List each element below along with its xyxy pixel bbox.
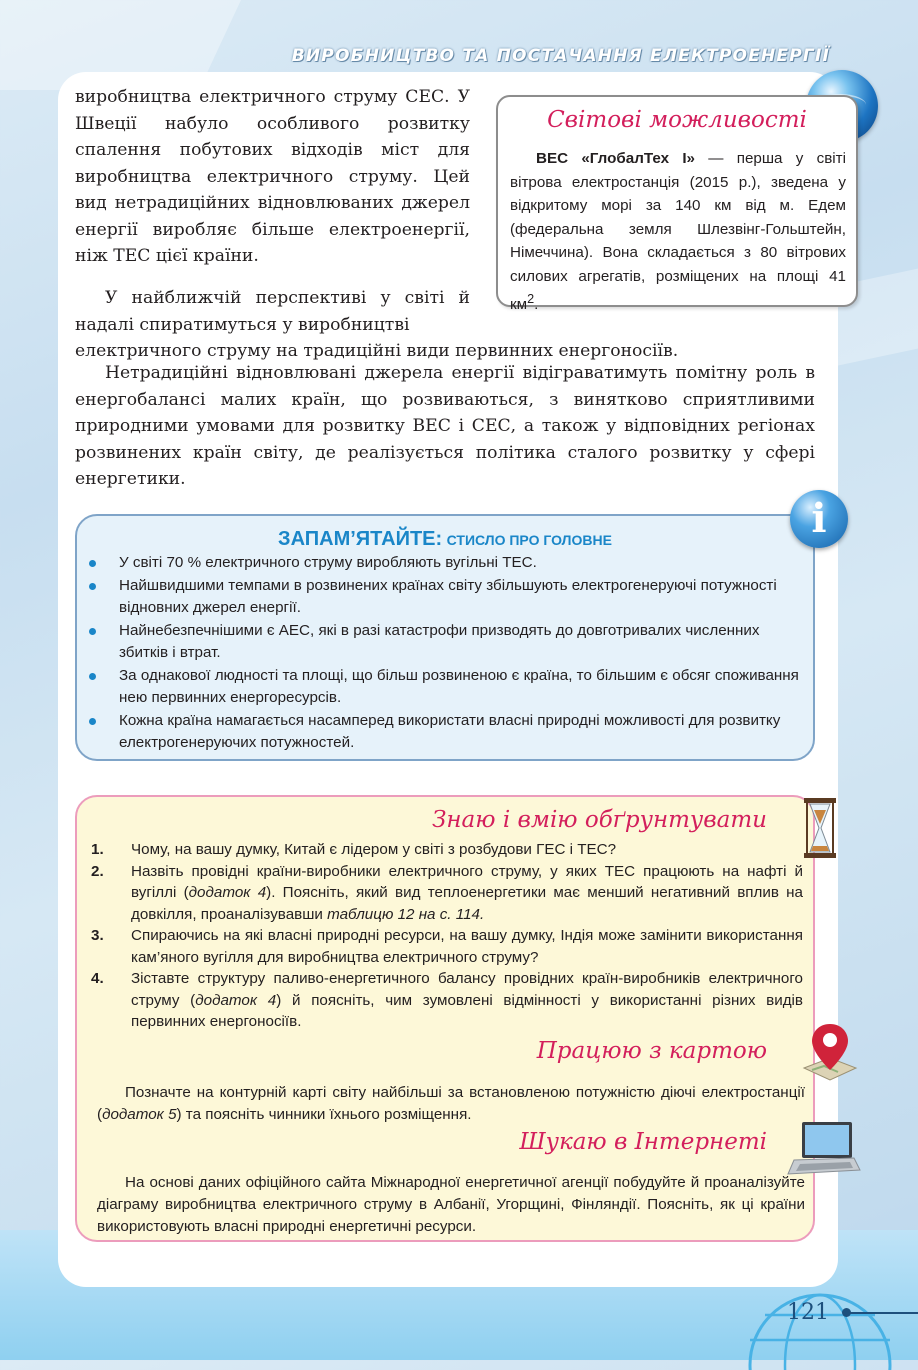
task-ref: додаток 4 (188, 884, 267, 901)
world-box-text (510, 147, 846, 317)
task-ref: додаток 4 (195, 991, 277, 1009)
remember-title (77, 528, 813, 551)
world-opportunities-box (496, 95, 858, 314)
page-number: 121 (787, 1300, 829, 1325)
section-heading-know: Знаю і вмію обґрунтувати (432, 807, 767, 833)
task-ref: таблицю 12 на с. 114. (327, 905, 485, 923)
task-number: 3. (91, 927, 104, 944)
list-item: Найшвидшими темпами в розвинених країнах світу збільшують електрогенеруючі потужності відновних джерел енергії. (77, 575, 813, 620)
info-icon: i (790, 490, 848, 548)
body-paragraph: виробництва електричного струму СЕС. У Швеції набуло особливого розвитку спалення побутових відходів міст для виробництва електричного струму. Цей вид нетрадиційних відновлюваних джерел енергії виробляє більше електроенергії, ніж ТЕС цієї країни. (75, 87, 470, 266)
list-item: Найнебезпечнішими є АЕС, які в разі катастрофи призводять до довготривалих численних збитків і втрат. (77, 620, 813, 665)
task-number: 2. (91, 862, 104, 880)
task-number: 1. (91, 841, 104, 858)
remember-box (75, 514, 815, 761)
task-text: Спираючись на які власні природні ресурси, на вашу думку, Індія може замінити використання кам’яного вугілля для виробництва електричного струму? (131, 927, 803, 966)
task-text: Чому, на вашу думку, Китай є лідером у світі з розбудови ГЕС і ТЕС? (131, 841, 617, 858)
map-pin-icon (800, 1020, 860, 1092)
remember-title-main: ЗАПАМ’ЯТАЙТЕ: (278, 528, 443, 550)
body-paragraph: Нетрадиційні відновлювані джерела енергії відіграватимуть помітну роль в енергобалансі малих країн, що розвиваються, з винятково сприятливими природними умовами для розвитку ВЕС і СЕС, а також у відповідних регіонах розвинених країн світу, де реалізується політика сталого розвитку у сфері енергетики. (75, 363, 815, 489)
hourglass-icon (800, 796, 840, 860)
remember-list (77, 552, 813, 755)
chapter-header: ВИРОБНИЦТВО ТА ПОСТАЧАННЯ ЕЛЕКТРОЕНЕРГІЇ (291, 46, 830, 66)
list-item: За однакової людності та площі, що більш розвиненою є країна, то більшим є обсяг споживання нею первинних енергоресурсів. (77, 665, 813, 710)
list-item (91, 968, 803, 1033)
task-text: ) й поясніть, чим зумовлені відмінності у використанні різних видів первинних енергоносіїв. (131, 991, 803, 1030)
remember-title-sub: СТИСЛО ПРО ГОЛОВНЕ (446, 532, 612, 548)
body-paragraph: електричного струму на традиційні види первинних енергоносіїв. (75, 341, 679, 361)
list-item: Кожна країна намагається насамперед використати власні природні можливості для розвитку електрогенеруючих потужностей. (77, 710, 813, 755)
tasks-box (75, 795, 815, 1242)
page-number-line (848, 1312, 918, 1314)
world-box-body: — перша у світі вітрова електростанція (2015 р.), зведена у відкритому морі за 140 км від м. Едем (федеральна земля Шлезвінг-Гольштейн, Німеччина). Вона складається з 80 вітрових силових агрегатів, розміщених на площі 41 км (510, 150, 846, 314)
list-item (91, 861, 803, 926)
map-task-ref: додаток 5 (102, 1106, 177, 1123)
map-task-paragraph (97, 1082, 805, 1126)
laptop-icon (780, 1120, 862, 1180)
task-text: Зіставте структуру паливо-енергетичного балансу провідних країн-виробників електричного струму ( (131, 970, 803, 1009)
internet-task-paragraph: На основі даних офіційного сайта Міжнародної енергетичної агенції побудуйте й проаналізуйте діаграму виробництва електричного струму в Албанії, Угорщині, Фінляндії. Поясніть, як ці країни використовують власні природні енергетичні ресурси. (97, 1174, 805, 1235)
map-task-text: ) та поясніть чинники їхнього розміщення. (176, 1106, 472, 1123)
map-task-text: Позначте на контурній карті світу найбільші за встановленою потужністю діючі електростанції ( (97, 1084, 805, 1123)
task-text: ). Поясніть, який вид теплоенергетики має менший негативний вплив на довкілля, проаналізувавши (131, 884, 803, 923)
world-box-lead: ВЕС «ГлобалТех І» (536, 150, 695, 167)
world-box-end: . (534, 296, 539, 314)
list-item (91, 925, 803, 968)
list-item (91, 839, 803, 861)
task-number: 4. (91, 970, 104, 987)
task-text: Назвіть провідні країни-виробники електричного струму, у яких ТЕС працюють на нафті й вугіллі ( (131, 862, 803, 901)
section-heading-internet: Шукаю в Інтернеті (519, 1129, 767, 1155)
task-list (91, 839, 803, 1033)
body-paragraph: У найближчій перспективі у світі й надалі спиратимуться у виробництві (75, 288, 470, 335)
section-heading-map: Працюю з картою (536, 1038, 767, 1064)
list-item: У світі 70 % електричного струму виробляють вугільні ТЕС. (77, 552, 813, 575)
world-box-title: Світові можливості (547, 107, 807, 133)
corner-globe-graphic (745, 1280, 895, 1370)
superscript: 2 (527, 292, 535, 306)
